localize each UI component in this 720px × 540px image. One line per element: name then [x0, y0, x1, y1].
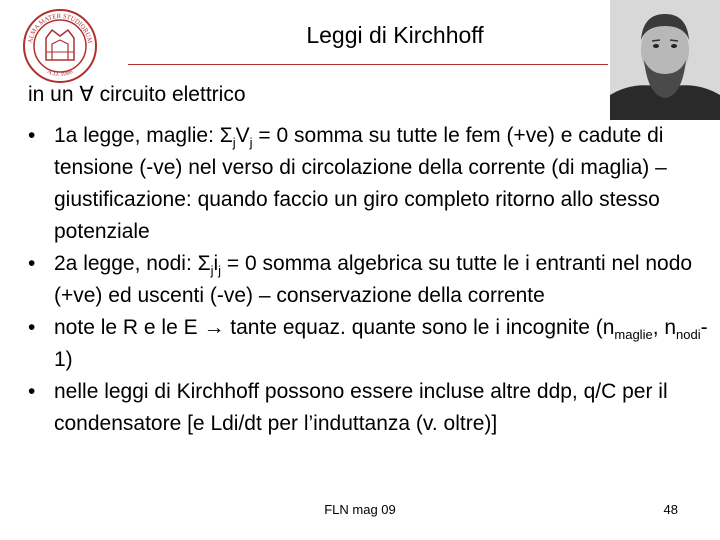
kirchhoff-portrait-image — [610, 0, 720, 120]
bullet-text: 2a legge, nodi: $\Sigma_ji_j = 0$ somma algebrica su tutte le i entranti nel nodo (+ve) ed uscenti (-ve) – conservazione della corrente — [54, 252, 693, 307]
bullet-marker: • — [28, 252, 36, 275]
seal-text-top: ALMA MATER STUDIORUM — [27, 12, 93, 44]
bullet-marker: • — [28, 124, 36, 147]
subtitle — [28, 82, 246, 107]
page-number: 48 — [663, 502, 678, 517]
bullet-text: note le R e le E → tante equaz. quante sono le i incognite ($n_{maglie}$, $n_{nodi}-1$) — [54, 316, 708, 371]
bullet-marker: • — [28, 316, 36, 339]
subtitle-suffix: circuito elettrico — [99, 83, 246, 106]
bullet-text: 1a legge, maglie: $\Sigma_jV_j = 0$ somma su tutte le fem (+ve) e cadute di tensione (-ve) nel verso di circolazione della corrente (di maglia) – giustificazione: quando faccio un giro completo ritorno allo stesso potenziale — [54, 124, 667, 243]
bullet-item — [28, 312, 708, 376]
forall-symbol: ∀ — [79, 83, 94, 106]
bullet-text: nelle leggi di Kirchhoff possono essere incluse altre ddp, q/C per il condensatore [e Ldi/dt per l’induttanza (v. oltre)] — [54, 380, 668, 435]
bullet-list — [28, 120, 708, 440]
svg-text:A.D. 1088 — [46, 68, 74, 78]
bullet-item — [28, 248, 708, 312]
title-divider — [128, 64, 608, 65]
emf-symbol: E — [183, 316, 198, 339]
footer-label: FLN mag 09 — [324, 502, 396, 517]
seal-text-bottom: A.D. 1088 — [46, 68, 74, 79]
bullet-item — [28, 376, 708, 440]
slide-title: Leggi di Kirchhoff — [306, 22, 484, 48]
bullet-item — [28, 120, 708, 248]
bullet-marker: • — [28, 380, 36, 403]
subtitle-prefix: in un — [28, 83, 74, 106]
